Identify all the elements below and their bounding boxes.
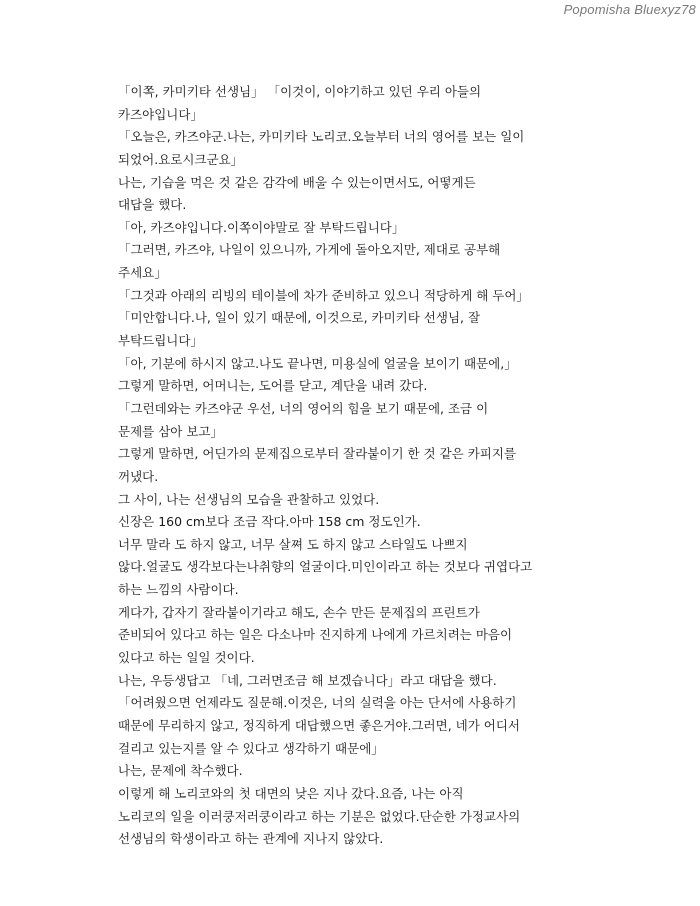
text-line: 나는, 문제에 착수했다.: [118, 763, 243, 779]
text-line: 주세요」: [118, 265, 167, 281]
text-line: 「미안합니다.나, 일이 있기 때문에, 이것으로, 카미키타 선생님, 잘: [118, 310, 481, 326]
text-line: 「아, 카즈야입니다.이쪽이야말로 잘 부탁드립니다」: [118, 219, 405, 235]
text-line: 「오늘은, 카즈야군.나는, 카미키타 노리코.오늘부터 너의 영어를 보는 일이: [118, 129, 525, 145]
text-line: 걸리고 있는지를 알 수 있다고 생각하기 때문에」: [118, 740, 384, 756]
text-line: 「어려웠으면 언제라도 질문해.이것은, 너의 실력을 아는 단서에 사용하기: [118, 695, 517, 711]
text-line: 그렇게 말하면, 어딘가의 문제집으로부터 잘라붙이기 한 것 같은 카피지를: [118, 446, 517, 462]
text-line: 카즈야입니다」: [118, 106, 203, 122]
text-line: 꺼냈다.: [118, 468, 159, 484]
text-line: 부탁드립니다」: [118, 333, 203, 349]
text-line: 「이쪽, 카미키타 선생님」 「이것이, 이야기하고 있던 우리 아들의: [118, 84, 482, 99]
text-line: 그 사이, 나는 선생님의 모습을 관찰하고 있었다.: [118, 491, 380, 507]
text-line: 나는, 기습을 먹은 것 같은 감각에 배울 수 있는이면서도, 어떻게든: [118, 174, 476, 190]
text-line: 신장은 160 cm보다 조금 작다.아마 158 cm 정도인가.: [118, 514, 421, 530]
text-line: 되었어.요로시크군요」: [118, 151, 244, 167]
text-line: 「아, 기분에 하시지 않고.나도 끝나면, 미용실에 얼굴을 보이기 때문에,」: [118, 355, 517, 371]
text-line: 선생님의 학생이라고 하는 관계에 지나지 않았다.: [118, 831, 384, 847]
text-line: 하는 느낌의 사람이다.: [118, 582, 239, 598]
watermark-text: Popomisha Bluexyz78: [563, 2, 696, 17]
text-line: 준비되어 있다고 하는 일은 다소나마 진지하게 나에게 가르치려는 마음이: [118, 627, 513, 643]
text-line: 그렇게 말하면, 어머니는, 도어를 닫고, 계단을 내려 갔다.: [118, 378, 428, 394]
document-body: [118, 81, 678, 851]
text-line: 이렇게 해 노리코와의 첫 대면의 낮은 지나 갔다.요즘, 나는 아직: [118, 785, 464, 801]
text-line: 게다가, 갑자기 잘라붙이기라고 해도, 손수 만든 문제집의 프린트가: [118, 604, 480, 620]
text-line: 노리코의 일을 이러쿵저러쿵이라고 하는 기분은 없었다.단순한 가정교사의: [118, 808, 521, 824]
text-line: 「그런데와는 카즈야군 우선, 너의 영어의 힘을 보기 때문에, 조금 이: [118, 400, 489, 416]
text-line: 대답을 했다.: [118, 197, 187, 213]
text-line: 너무 말라 도 하지 않고, 너무 살쪄 도 하지 않고 스타일도 나쁘지: [118, 536, 468, 552]
text-line: 나는, 우등생답고 「네, 그러면조금 해 보겠습니다」라고 대답을 했다.: [118, 672, 497, 688]
text-line: 않다.얼굴도 생각보다는나취향의 얼굴이다.미인이라고 하는 것보다 귀엽다고: [118, 559, 533, 575]
text-line: 문제를 삼아 보고」: [118, 423, 223, 439]
text-line: 때문에 무리하지 않고, 정직하게 대답했으면 좋은거야.그러면, 네가 어디서: [118, 717, 520, 733]
text-line: 「그러면, 카즈야, 나일이 있으니까, 가게에 돌아오지만, 제대로 공부해: [118, 242, 501, 258]
text-line: 「그것과 아래의 리빙의 테이블에 차가 준비하고 있으니 적당하게 해 두어」: [118, 287, 529, 303]
text-line: 있다고 하는 일일 것이다.: [118, 650, 255, 666]
